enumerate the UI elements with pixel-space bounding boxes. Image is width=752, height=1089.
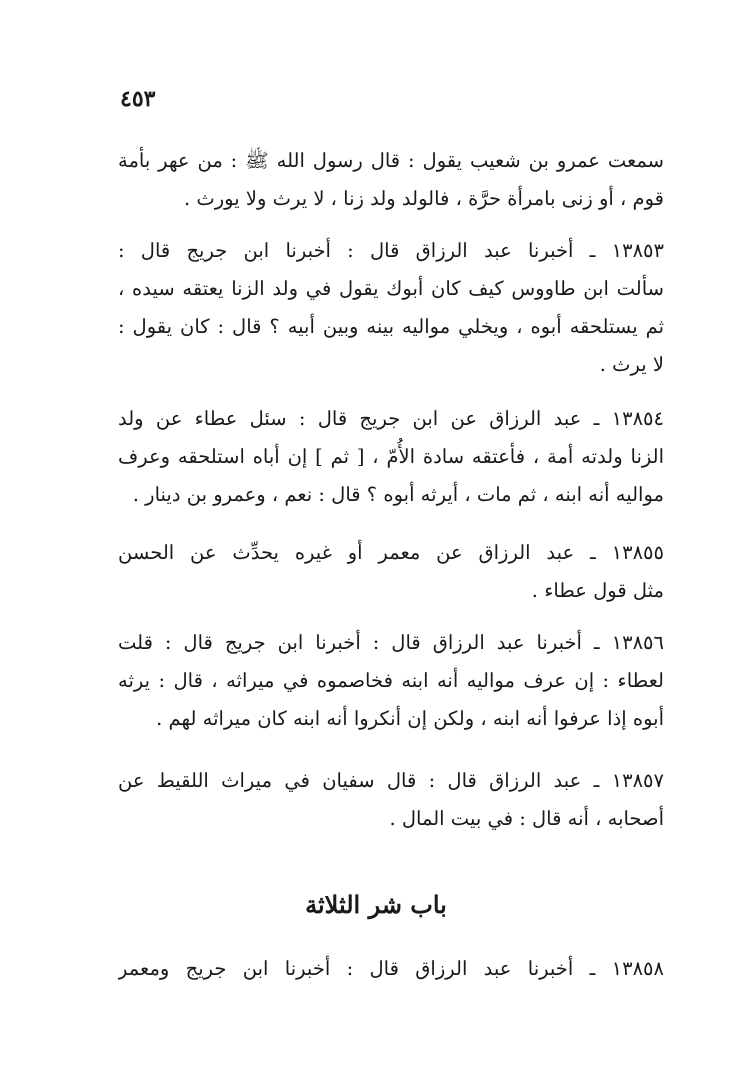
text-line: ثم يستلحقه أبوه ، ويخلي مواليه بينه وبين أبيه ؟ قال : كان يقول : — [118, 315, 664, 338]
text-line: أبوه إذا عرفوا أنه ابنه ، ولكن إن أنكروا أنه ابنه كان ميراثه لهم . — [156, 707, 664, 730]
text-line: ١٣٨٥٥ ـ عبد الرزاق عن معمر أو غيره يحدِّث عن الحسن — [118, 541, 664, 564]
paragraph-continuation — [118, 142, 664, 218]
paragraph-13853 — [118, 232, 664, 384]
paragraph-13857 — [118, 762, 664, 838]
text-line: ١٣٨٥٤ ـ عبد الرزاق عن ابن جريج قال : سئل عطاء عن ولد — [118, 407, 664, 430]
chapter-title: باب شر الثلاثة — [305, 890, 447, 919]
text-line: سألت ابن طاووس كيف كان أبوك يقول في ولد الزنا يعتقه سيده ، — [118, 277, 664, 300]
text-line: ١٣٨٥٦ ـ أخبرنا عبد الرزاق قال : أخبرنا ابن جريج قال : قلت — [118, 631, 664, 654]
paragraph-13858 — [118, 950, 664, 988]
text-line: قوم ، أو زنى بامرأة حرَّة ، فالولد ولد زنا ، لا يرث ولا يورث . — [183, 187, 664, 210]
text-line: الزنا ولدته أمة ، فأعتقه سادة الأُمّ ، [ ثم ] إن أباه استلحقه وعرف — [118, 445, 664, 468]
text-line: ١٣٨٥٨ ـ أخبرنا عبد الرزاق قال : أخبرنا ابن جريج ومعمر — [118, 957, 664, 980]
text-line: مثل قول عطاء . — [531, 579, 664, 602]
text-line: ١٣٨٥٧ ـ عبد الرزاق قال : قال سفيان في ميراث اللقيط عن — [118, 769, 664, 792]
text-line: أصحابه ، أنه قال : في بيت المال . — [389, 807, 664, 830]
paragraph-13855 — [118, 534, 664, 610]
text-line: مواليه أنه ابنه ، ثم مات ، أيرثه أبوه ؟ قال : نعم ، وعمرو بن دينار . — [132, 483, 664, 506]
page-number: ٤٥٣ — [120, 86, 156, 112]
text-line: ١٣٨٥٣ ـ أخبرنا عبد الرزاق قال : أخبرنا ابن جريج قال : — [118, 239, 664, 262]
text-line: لعطاء : إن عرف مواليه أنه ابنه فخاصموه في ميراثه ، قال : يرثه — [118, 669, 664, 692]
paragraph-13854 — [118, 400, 664, 514]
text-line: لا يرث . — [599, 353, 664, 376]
paragraph-13856 — [118, 624, 664, 738]
text-line: سمعت عمرو بن شعيب يقول : قال رسول الله ﷺ : من عهر بأمة — [118, 149, 664, 172]
